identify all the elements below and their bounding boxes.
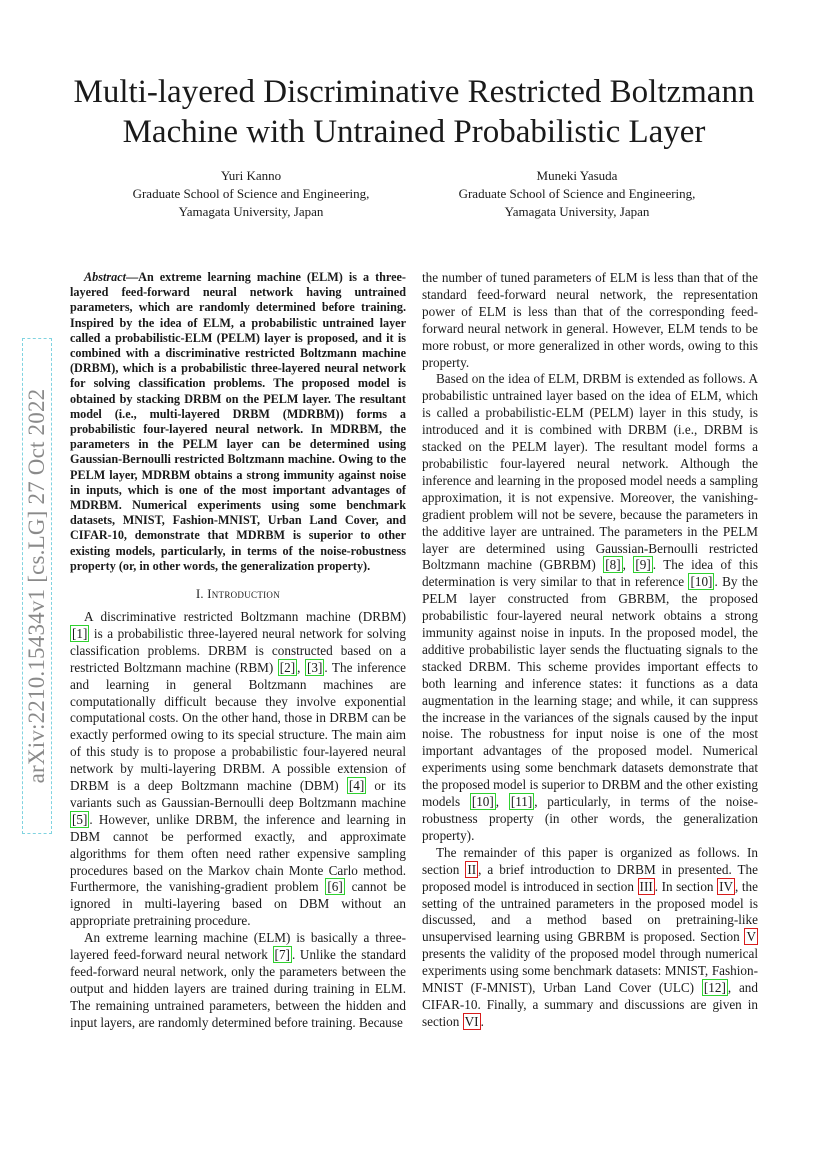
section-heading: I. Introduction (195, 587, 281, 602)
author-affiliation: Graduate School of Science and Engineering, (132, 186, 370, 201)
abstract-text: —An extreme learning machine (ELM) is a three-layered feed-forward neural network having untrained parameters, which are randomly determined before training. Inspired by the idea of ELM, a probabilistic untrained layer called a probabilistic-ELM (PELM) layer is proposed, and it is combined with a discriminative restricted Boltzmann machine (DRBM), which is a probabilistic three-layered neural network for solving classification problems. The proposed model is obtained by stacking DRBM on the PELM layer. The resultant model (i.e., multi-layered DRBM (MDRBM)) forms a probabilistic four-layered neural network. In MDRBM, the parameters in the PELM layer can be determined using Gaussian-Bernoulli restricted Boltzmann machine. Owing to the PELM layer, MDRBM obtains a strong immunity against noise in inputs, which is one of the most important advantages of MDRBM. Numerical experiments using some benchmark datasets, MNIST, Fashion-MNIST, Urban Land Cover, and CIFAR-10, demonstrate that MDRBM is superior to other existing models, particularly, in terms of the noise-robustness property (or, in other words, the generalization property). (70, 270, 406, 573)
section-reference-link[interactable]: II (467, 861, 477, 877)
section-reference-link[interactable]: V (746, 929, 756, 945)
author-affiliation: Graduate School of Science and Engineering, (458, 186, 696, 201)
citation-link[interactable]: [7] (274, 947, 290, 963)
paragraph: A discriminative restricted Boltzmann machine (DRBM) [1] is a probabilistic three-layered neural network for solving classification problems. DRBM is constructed based on a restricted Boltzmann machine (RBM) [2] , [3] . The inference and learning in general Boltzmann machines are computationally difficult because they involve exponential computational costs. On the other hand, those in DRBM can be exactly performed owing to its special structure. The main aim of this study is to propose a probabilistic four-layered neural network by multi-layering DRBM. A possible extension of DRBM is a deep Boltzmann machine (DBM) [4] or its variants such as Gaussian-Bernoulli deep Boltzmann machine [5] . However, unlike DRBM, the inference and learning in DBM cannot be performed exactly, and approximate algorithms for them often need rather expensive sampling procedures based on the Markov chain Monte Carlo method. Furthermore, the vanishing-gradient problem [6] cannot be ignored in multi-layering based on DBM without an appropriate pretraining procedure. (70, 608, 406, 929)
author-block (417, 167, 737, 221)
paragraph: The remainder of this paper is organized as follows. In section II , a brief introduction to DRBM in presented. The proposed model is introduced in section III . In section IV , the setting of the untrained parameters in the proposed model is discussed, and a method based on pretraining-like unsupervised learning using GBRBM is proposed. Section V presents the validity of the proposed model through numerical experiments using some benchmark datasets: MNIST, Fashion-MNIST (F-MNIST), Urban Land Cover (ULC) [12] , and CIFAR-10. Finally, a summary and discussions are given in section VI . (422, 844, 758, 1029)
citation-link[interactable]: [11] (510, 794, 533, 810)
left-column (70, 270, 406, 1032)
citation-link[interactable]: [1] (72, 625, 88, 641)
citation-link[interactable]: [3] (306, 659, 323, 675)
paragraph: An extreme learning machine (ELM) is basically a three-layered feed-forward neural network [7] . Unlike the standard feed-forward neural network, only the parameters between the output and hidden layers are trained during training in ELM. The remaining untrained parameters, between the hidden and input layers, are randomly determined before training. Because (70, 930, 406, 1030)
citation-link[interactable]: [4] (348, 778, 365, 794)
citation-link[interactable]: [10] (690, 574, 713, 590)
citation-link[interactable]: [10] (471, 794, 494, 810)
section-reference-link[interactable]: IV (719, 878, 734, 894)
citation-link[interactable]: [5] (72, 811, 88, 827)
citation-link[interactable]: [2] (279, 659, 296, 675)
paragraph: Based on the idea of ELM, DRBM is extended as follows. A probabilistic untrained layer based on the idea of ELM, which is called a probabilistic-ELM (PELM) layer in this study, is introduced and it is combined with DRBM (i.e., DRBM is stacked on the PELM layer). The resultant model forms a probabilistic four-layered neural network. Although the inference and learning in the proposed model needs a sampling approximation, it is not expensive. Moreover, the vanishing-gradient problem will not be severe, because the parameters in the additive layer are untrained. The parameters in the PELM layer are determined using Gaussian-Bernoulli restricted Boltzmann machine (GBRBM) [8] , [9] . The idea of this determination is very similar to that in reference [10] . By the PELM layer constructed from GBRBM, the proposed probabilistic four-layered neural network obtains a strong immunity against noise in inputs. In the proposed model, the additive probabilistic layer sends the fluctuating signals to the stacked DRBM. This scheme provides important effects to both learning and inference states: it functions as a data augmentation in the learning stage; and while, it can suppress the increase in the variances of the signals caused by the input noise. The robustness for input noise is one of the most important advantages of the proposed model. Numerical experiments using some benchmark datasets demonstrate that the proposed model is superior to DRBM and the other existing models [10] , [11] , particularly, in terms of the noise-robustness property (in other words, the generalization property). (422, 371, 758, 843)
author-affiliation: Yamagata University, Japan (178, 204, 324, 219)
arxiv-identifier-stamp (22, 338, 52, 834)
author-affiliation: Yamagata University, Japan (504, 204, 650, 219)
arxiv-id-text: arXiv:2210.15434v1 [cs.LG] 27 Oct 2022 (24, 388, 49, 784)
author-block (91, 167, 411, 221)
author-name: Muneki Yasuda (536, 168, 618, 183)
paper-title: Multi-layered Discriminative Restricted Boltzmann Machine with Untrained Probabilistic Layer (73, 74, 755, 150)
citation-link[interactable]: [9] (635, 557, 651, 573)
right-column (422, 270, 758, 1031)
section-reference-link[interactable]: III (639, 878, 653, 894)
citation-link[interactable]: [12] (703, 980, 726, 996)
author-name: Yuri Kanno (220, 168, 282, 183)
abstract (70, 270, 406, 574)
citation-link[interactable]: [8] (605, 557, 621, 573)
citation-link[interactable]: [6] (327, 879, 343, 895)
abstract-label: Abstract (84, 270, 126, 284)
paragraph: the number of tuned parameters of ELM is less than that of the standard feed-forward neural network, the representation power of ELM is less than that of the corresponding feed-forward neural network in general. However, ELM tends to be more robust, or more generalized in other words, owing to this property. (422, 270, 758, 370)
section-reference-link[interactable]: VI (464, 1013, 479, 1029)
